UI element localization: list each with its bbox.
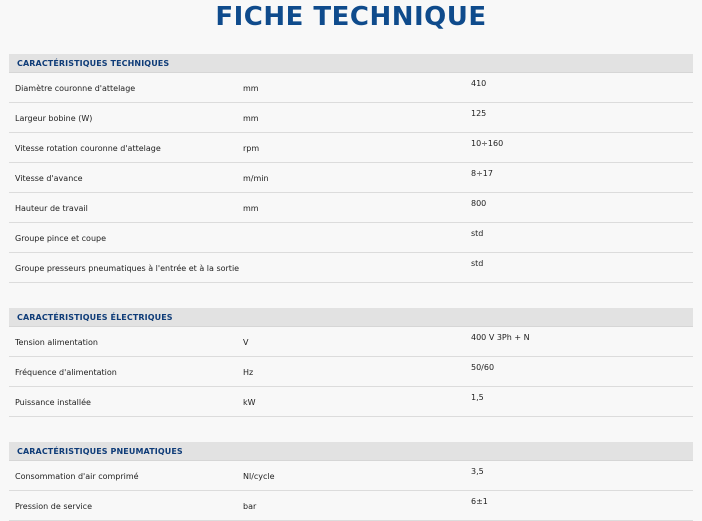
table-row bbox=[9, 193, 693, 223]
spec-value: 125 bbox=[471, 109, 487, 118]
table-row bbox=[9, 223, 693, 253]
spec-unit: V bbox=[243, 338, 249, 347]
spec-label: Puissance installée bbox=[15, 398, 91, 407]
spec-label: Diamètre couronne d'attelage bbox=[15, 84, 136, 93]
page-title: FICHE TECHNIQUE bbox=[215, 2, 487, 32]
spec-label: Pression de service bbox=[15, 502, 92, 511]
spec-label: Vitesse d'avance bbox=[15, 174, 83, 183]
spec-value: 3,5 bbox=[471, 467, 484, 476]
spec-unit: Hz bbox=[243, 368, 254, 377]
spec-value: 1,5 bbox=[471, 393, 484, 402]
table-row bbox=[9, 461, 693, 491]
spec-label: Fréquence d'alimentation bbox=[15, 368, 117, 377]
section-technical bbox=[9, 54, 693, 283]
table-row bbox=[9, 491, 693, 521]
section-pneumatic bbox=[9, 442, 693, 521]
spec-value: std bbox=[471, 229, 484, 238]
section-header bbox=[9, 442, 693, 461]
section-electrical bbox=[9, 308, 693, 417]
spec-value: 410 bbox=[471, 79, 487, 88]
spec-value: 10÷160 bbox=[471, 139, 504, 148]
spec-value: std bbox=[471, 259, 484, 268]
table-row bbox=[9, 103, 693, 133]
spec-value: 50/60 bbox=[471, 363, 495, 372]
section-title: CARACTÉRISTIQUES TECHNIQUES bbox=[17, 58, 170, 68]
spec-label: Tension alimentation bbox=[15, 338, 98, 347]
table-row bbox=[9, 387, 693, 417]
spec-unit: mm bbox=[243, 204, 259, 213]
spec-value: 800 bbox=[471, 199, 487, 208]
spec-value: 8÷17 bbox=[471, 169, 493, 178]
spec-value: 6±1 bbox=[471, 497, 488, 506]
spec-label: Vitesse rotation couronne d'attelage bbox=[15, 144, 161, 153]
section-title: CARACTÉRISTIQUES ÉLECTRIQUES bbox=[17, 312, 173, 322]
section-title: CARACTÉRISTIQUES PNEUMATIQUES bbox=[17, 446, 183, 456]
table-row bbox=[9, 327, 693, 357]
spec-unit: kW bbox=[243, 398, 256, 407]
spec-unit: rpm bbox=[243, 144, 260, 153]
section-header bbox=[9, 54, 693, 73]
spec-value: 400 V 3Ph + N bbox=[471, 333, 530, 342]
spec-label: Consommation d'air comprimé bbox=[15, 472, 139, 481]
spec-unit: m/min bbox=[243, 174, 269, 183]
spec-label: Groupe pince et coupe bbox=[15, 234, 107, 243]
table-row bbox=[9, 73, 693, 103]
spec-unit: mm bbox=[243, 114, 259, 123]
table-row bbox=[9, 357, 693, 387]
spec-label: Hauteur de travail bbox=[15, 204, 88, 213]
spec-unit: bar bbox=[243, 502, 257, 511]
section-header bbox=[9, 308, 693, 327]
spec-unit: Nl/cycle bbox=[243, 472, 275, 481]
spec-label: Largeur bobine (W) bbox=[15, 114, 93, 123]
table-row bbox=[9, 163, 693, 193]
table-row bbox=[9, 253, 693, 283]
table-row bbox=[9, 133, 693, 163]
spec-unit: mm bbox=[243, 84, 259, 93]
spec-label: Groupe presseurs pneumatiques à l'entrée et à la sortie bbox=[15, 264, 240, 273]
